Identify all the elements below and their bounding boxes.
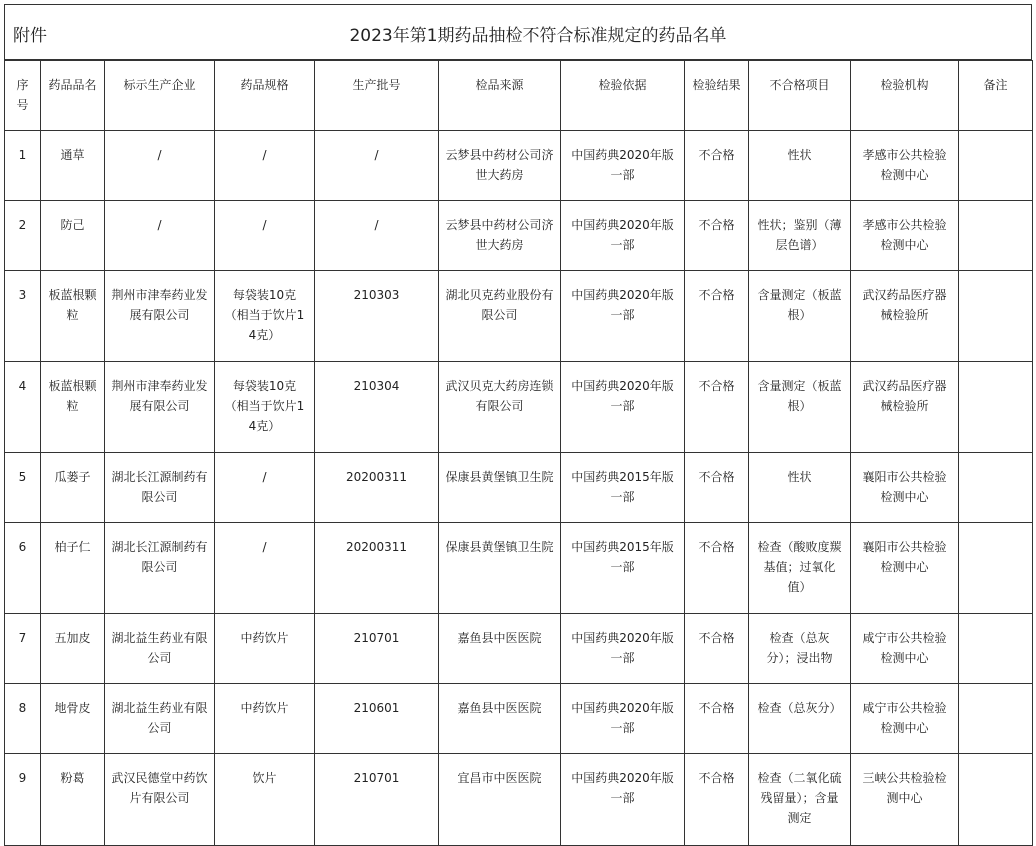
cell-result: 不合格 xyxy=(685,523,749,614)
cell-maker: 湖北长江源制药有限公司 xyxy=(105,453,215,523)
cell-source: 嘉鱼县中医医院 xyxy=(439,684,561,754)
attachment-label: 附件 xyxy=(13,26,47,46)
cell-note xyxy=(959,684,1033,754)
cell-spec: 中药饮片 xyxy=(215,614,315,684)
cell-note xyxy=(959,614,1033,684)
cell-note xyxy=(959,362,1033,453)
cell-result: 不合格 xyxy=(685,453,749,523)
cell-name: 通草 xyxy=(41,131,105,201)
cell-source: 湖北贝克药业股份有限公司 xyxy=(439,271,561,362)
cell-basis: 中国药典2020年版一部 xyxy=(561,362,685,453)
cell-agency: 武汉药品医疗器械检验所 xyxy=(851,362,959,453)
cell-source: 宜昌市中医医院 xyxy=(439,754,561,846)
cell-source: 云梦县中药材公司济世大药房 xyxy=(439,131,561,201)
cell-batch: 210701 xyxy=(315,614,439,684)
cell-source: 武汉贝克大药房连锁有限公司 xyxy=(439,362,561,453)
cell-note xyxy=(959,201,1033,271)
cell-maker: 武汉民德堂中药饮片有限公司 xyxy=(105,754,215,846)
cell-name: 地骨皮 xyxy=(41,684,105,754)
header-row xyxy=(5,61,1033,131)
cell-result: 不合格 xyxy=(685,614,749,684)
cell-name: 柏子仁 xyxy=(41,523,105,614)
column-header: 备注 xyxy=(959,61,1033,131)
cell-item: 性状；鉴别（薄层色谱） xyxy=(749,201,851,271)
cell-no: 3 xyxy=(5,271,41,362)
cell-basis: 中国药典2020年版一部 xyxy=(561,684,685,754)
column-header: 生产批号 xyxy=(315,61,439,131)
cell-note xyxy=(959,271,1033,362)
column-header: 标示生产企业 xyxy=(105,61,215,131)
cell-maker: 湖北益生药业有限公司 xyxy=(105,684,215,754)
drug-list-table xyxy=(4,60,1033,846)
column-header: 检验结果 xyxy=(685,61,749,131)
cell-item: 含量测定（板蓝根） xyxy=(749,362,851,453)
cell-batch: / xyxy=(315,131,439,201)
cell-spec: / xyxy=(215,131,315,201)
cell-note xyxy=(959,523,1033,614)
cell-maker: 荆州市津奉药业发展有限公司 xyxy=(105,271,215,362)
page-title: 2023年第1期药品抽检不符合标准规定的药品名单 xyxy=(349,26,727,46)
column-header: 检品来源 xyxy=(439,61,561,131)
cell-batch: 210304 xyxy=(315,362,439,453)
cell-agency: 襄阳市公共检验检测中心 xyxy=(851,453,959,523)
cell-agency: 三峡公共检验检测中心 xyxy=(851,754,959,846)
table-row xyxy=(5,131,1033,201)
title-bar xyxy=(4,4,1032,60)
cell-spec: / xyxy=(215,201,315,271)
cell-batch: 20200311 xyxy=(315,453,439,523)
cell-agency: 咸宁市公共检验检测中心 xyxy=(851,614,959,684)
table-row xyxy=(5,362,1033,453)
table-row xyxy=(5,523,1033,614)
table-row xyxy=(5,201,1033,271)
column-header: 检验机构 xyxy=(851,61,959,131)
cell-spec: 饮片 xyxy=(215,754,315,846)
cell-item: 检查（二氧化硫残留量）；含量测定 xyxy=(749,754,851,846)
cell-source: 保康县黄堡镇卫生院 xyxy=(439,453,561,523)
cell-no: 4 xyxy=(5,362,41,453)
cell-item: 性状 xyxy=(749,131,851,201)
cell-name: 瓜蒌子 xyxy=(41,453,105,523)
cell-maker: 湖北益生药业有限公司 xyxy=(105,614,215,684)
column-header: 药品品名 xyxy=(41,61,105,131)
column-header: 序号 xyxy=(5,61,41,131)
cell-spec: 每袋装10克（相当于饮片14克） xyxy=(215,271,315,362)
cell-no: 7 xyxy=(5,614,41,684)
cell-note xyxy=(959,131,1033,201)
cell-result: 不合格 xyxy=(685,362,749,453)
cell-name: 粉葛 xyxy=(41,754,105,846)
column-header: 检验依据 xyxy=(561,61,685,131)
cell-agency: 孝感市公共检验检测中心 xyxy=(851,201,959,271)
cell-no: 8 xyxy=(5,684,41,754)
cell-agency: 咸宁市公共检验检测中心 xyxy=(851,684,959,754)
cell-spec: 每袋装10克（相当于饮片14克） xyxy=(215,362,315,453)
cell-basis: 中国药典2015年版一部 xyxy=(561,523,685,614)
document-sheet xyxy=(4,4,1032,844)
cell-basis: 中国药典2020年版一部 xyxy=(561,271,685,362)
cell-name: 板蓝根颗粒 xyxy=(41,362,105,453)
cell-maker: / xyxy=(105,131,215,201)
cell-result: 不合格 xyxy=(685,201,749,271)
cell-basis: 中国药典2020年版一部 xyxy=(561,201,685,271)
cell-basis: 中国药典2015年版一部 xyxy=(561,453,685,523)
cell-source: 云梦县中药材公司济世大药房 xyxy=(439,201,561,271)
cell-no: 5 xyxy=(5,453,41,523)
cell-agency: 襄阳市公共检验检测中心 xyxy=(851,523,959,614)
cell-name: 五加皮 xyxy=(41,614,105,684)
cell-maker: 荆州市津奉药业发展有限公司 xyxy=(105,362,215,453)
cell-agency: 武汉药品医疗器械检验所 xyxy=(851,271,959,362)
cell-name: 防己 xyxy=(41,201,105,271)
cell-result: 不合格 xyxy=(685,684,749,754)
cell-no: 9 xyxy=(5,754,41,846)
cell-source: 保康县黄堡镇卫生院 xyxy=(439,523,561,614)
cell-source: 嘉鱼县中医医院 xyxy=(439,614,561,684)
table-row xyxy=(5,271,1033,362)
cell-result: 不合格 xyxy=(685,271,749,362)
cell-item: 检查（总灰分）；浸出物 xyxy=(749,614,851,684)
cell-basis: 中国药典2020年版一部 xyxy=(561,131,685,201)
cell-basis: 中国药典2020年版一部 xyxy=(561,754,685,846)
column-header: 药品规格 xyxy=(215,61,315,131)
cell-item: 含量测定（板蓝根） xyxy=(749,271,851,362)
cell-name: 板蓝根颗粒 xyxy=(41,271,105,362)
table-row xyxy=(5,453,1033,523)
cell-no: 2 xyxy=(5,201,41,271)
cell-item: 检查（总灰分） xyxy=(749,684,851,754)
cell-maker: / xyxy=(105,201,215,271)
cell-batch: 210303 xyxy=(315,271,439,362)
cell-no: 6 xyxy=(5,523,41,614)
column-header: 不合格项目 xyxy=(749,61,851,131)
cell-batch: / xyxy=(315,201,439,271)
cell-spec: / xyxy=(215,523,315,614)
cell-basis: 中国药典2020年版一部 xyxy=(561,614,685,684)
cell-result: 不合格 xyxy=(685,754,749,846)
cell-batch: 210601 xyxy=(315,684,439,754)
cell-spec: 中药饮片 xyxy=(215,684,315,754)
table-row xyxy=(5,614,1033,684)
cell-result: 不合格 xyxy=(685,131,749,201)
table-row xyxy=(5,684,1033,754)
cell-batch: 20200311 xyxy=(315,523,439,614)
cell-item: 检查（酸败度羰基值；过氧化值） xyxy=(749,523,851,614)
cell-batch: 210701 xyxy=(315,754,439,846)
cell-item: 性状 xyxy=(749,453,851,523)
cell-maker: 湖北长江源制药有限公司 xyxy=(105,523,215,614)
cell-spec: / xyxy=(215,453,315,523)
cell-agency: 孝感市公共检验检测中心 xyxy=(851,131,959,201)
cell-no: 1 xyxy=(5,131,41,201)
cell-note xyxy=(959,453,1033,523)
